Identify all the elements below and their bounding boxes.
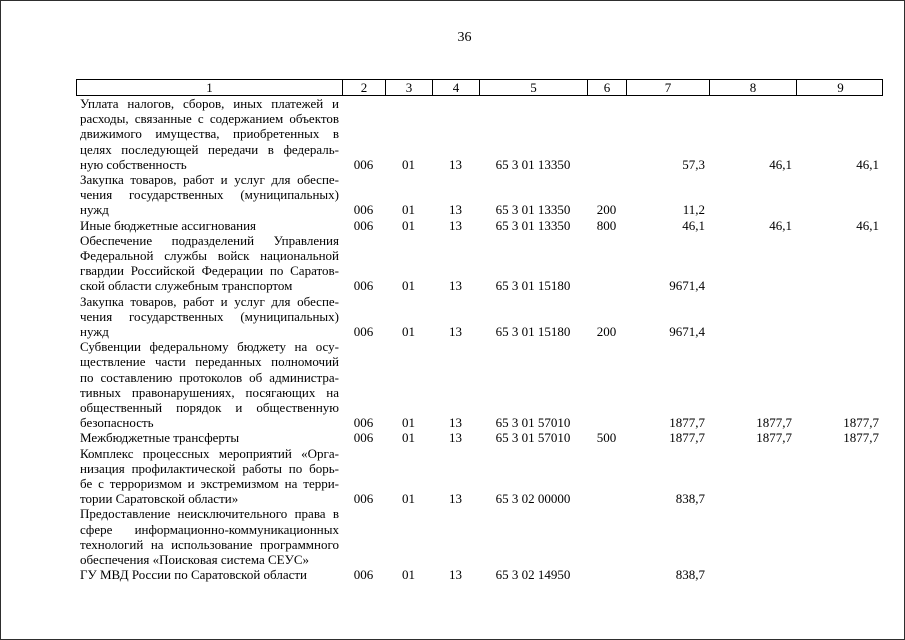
row-title-line: движимого имущества, приобретенных в: [80, 126, 339, 142]
cell-col-6: 800: [596, 217, 617, 233]
column-header: 7: [627, 80, 710, 95]
row-title-line: тории Саратовской области»: [80, 491, 239, 507]
row-title: [76, 567, 342, 582]
column-header: 6: [588, 80, 627, 95]
page-number: 36: [457, 30, 472, 45]
row-title-line: низация профилактической работы по борь-: [80, 460, 339, 476]
table-body: [76, 96, 883, 583]
cell-col-5: 65 3 01 13350: [495, 202, 571, 218]
cell-col-2: 006: [353, 491, 374, 507]
cell-col-2: 006: [353, 324, 374, 340]
cell-col-3: 01: [402, 156, 415, 172]
table-row: [76, 339, 883, 430]
cell-col-6: 200: [596, 202, 617, 218]
column-header: 3: [386, 80, 433, 95]
cell-col-7: 838,7: [675, 567, 705, 583]
cell-col-5: 65 3 02 00000: [495, 491, 571, 507]
cell-col-4: 13: [449, 278, 462, 294]
cell-col-7: 11,2: [682, 202, 705, 218]
row-title-line: обеспечения «Поисковая система СЕУС»: [80, 552, 309, 568]
row-title-line: тивных правонарушениях, посягающих на: [80, 384, 339, 400]
cell-col-6: 500: [596, 430, 617, 446]
cell-col-3: 01: [402, 202, 415, 218]
cell-col-2: 006: [353, 567, 374, 583]
cell-col-5: 65 3 01 57010: [495, 430, 571, 446]
cell-col-3: 01: [402, 278, 415, 294]
row-title-line: ную собственность: [80, 156, 187, 172]
row-title-line: Закупка товаров, работ и услуг для обеспе-: [80, 293, 339, 309]
row-title-line: Уплата налогов, сборов, иных платежей и: [80, 96, 339, 111]
table-row: [76, 233, 883, 294]
cell-col-4: 13: [449, 217, 462, 233]
row-title-line: гвардии Российской Федерации по Саратов-: [80, 263, 339, 279]
cell-col-5: 65 3 01 13350: [495, 217, 571, 233]
row-title-line: Предоставление неисключительного права в: [80, 506, 339, 522]
cell-col-3: 01: [402, 430, 415, 446]
cell-col-7: 57,3: [682, 156, 705, 172]
cell-col-4: 13: [449, 430, 462, 446]
cell-col-5: 65 3 01 57010: [495, 415, 571, 431]
column-header: 4: [433, 80, 480, 95]
cell-col-9: 1877,7: [843, 430, 879, 446]
row-title: [76, 339, 342, 430]
cell-col-2: 006: [353, 156, 374, 172]
table-row: [76, 446, 883, 507]
table-header-row: [76, 79, 883, 96]
row-title: [76, 233, 342, 294]
cell-col-9: 46,1: [856, 217, 879, 233]
cell-col-9: 46,1: [856, 156, 879, 172]
cell-col-2: 006: [353, 278, 374, 294]
row-title: [76, 446, 342, 507]
cell-col-3: 01: [402, 415, 415, 431]
row-title-line: ГУ МВД России по Саратовской области: [80, 567, 307, 583]
cell-col-8: 46,1: [769, 217, 792, 233]
cell-col-7: 9671,4: [669, 278, 705, 294]
table-row: [76, 172, 883, 218]
cell-col-4: 13: [449, 156, 462, 172]
cell-col-7: 838,7: [675, 491, 705, 507]
row-title-line: технологий на использование программного: [80, 536, 339, 552]
cell-col-4: 13: [449, 202, 462, 218]
cell-col-3: 01: [402, 217, 415, 233]
row-title-line: Субвенции федеральному бюджету на осу-: [80, 339, 339, 355]
cell-col-2: 006: [353, 217, 374, 233]
column-header: 5: [480, 80, 588, 95]
cell-col-3: 01: [402, 567, 415, 583]
table-row: [76, 567, 883, 582]
row-title: [76, 430, 342, 445]
cell-col-7: 9671,4: [669, 324, 705, 340]
row-title-line: расходы, связанные с содержанием объектов: [80, 111, 339, 127]
cell-col-8: 1877,7: [756, 415, 792, 431]
row-title-line: нужд: [80, 324, 109, 340]
cell-col-2: 006: [353, 415, 374, 431]
column-header: 2: [343, 80, 386, 95]
row-title: [76, 506, 342, 567]
row-title: [76, 96, 342, 172]
row-title-line: Комплекс процессных мероприятий «Орга-: [80, 445, 339, 461]
row-title-line: Иные бюджетные ассигнования: [80, 217, 257, 233]
cell-col-8: 46,1: [769, 156, 792, 172]
row-title: [76, 218, 342, 233]
row-title-line: нужд: [80, 202, 109, 218]
cell-col-6: 200: [596, 324, 617, 340]
column-header: 9: [837, 80, 844, 95]
cell-col-3: 01: [402, 324, 415, 340]
cell-col-5: 65 3 01 13350: [495, 156, 571, 172]
table-row: [76, 506, 883, 567]
cell-col-5: 65 3 01 15180: [495, 278, 571, 294]
cell-col-4: 13: [449, 491, 462, 507]
budget-table: [76, 79, 883, 583]
row-title-line: ществление части переданных полномочий: [80, 354, 339, 370]
row-title-line: общественный порядок и общественную: [80, 400, 339, 416]
row-title-line: по составлению протоколов об администра-: [80, 369, 339, 385]
cell-col-3: 01: [402, 491, 415, 507]
column-header: 8: [710, 80, 797, 95]
cell-col-7: 46,1: [682, 217, 705, 233]
row-title-line: Закупка товаров, работ и услуг для обеспе-: [80, 172, 339, 188]
row-title-line: чения государственных (муниципальных): [80, 308, 339, 324]
cell-col-5: 65 3 02 14950: [495, 567, 571, 583]
cell-col-7: 1877,7: [669, 415, 705, 431]
row-title-line: Федеральной службы войск национальной: [80, 248, 339, 264]
table-row: [76, 218, 883, 233]
row-title: [76, 172, 342, 218]
row-title: [76, 294, 342, 340]
row-title-line: ской области служебным транспортом: [80, 278, 293, 294]
cell-col-5: 65 3 01 15180: [495, 324, 571, 340]
row-title-line: целях последующей передачи в федераль-: [80, 141, 339, 157]
cell-col-2: 006: [353, 202, 374, 218]
row-title-line: бе с терроризмом и экстремизмом на терри-: [80, 476, 339, 492]
cell-col-4: 13: [449, 324, 462, 340]
row-title-line: чения государственных (муниципальных): [80, 187, 339, 203]
column-header: 1: [77, 80, 343, 95]
table-row: [76, 294, 883, 340]
table-row: [76, 96, 883, 172]
row-title-line: сфере информационно-коммуникационных: [80, 521, 339, 537]
row-title-line: Межбюджетные трансферты: [80, 430, 240, 446]
cell-col-2: 006: [353, 430, 374, 446]
cell-col-9: 1877,7: [843, 415, 879, 431]
cell-col-4: 13: [449, 567, 462, 583]
cell-col-7: 1877,7: [669, 430, 705, 446]
cell-col-4: 13: [449, 415, 462, 431]
row-title-line: безопасность: [80, 415, 154, 431]
row-title-line: Обеспечение подразделений Управления: [80, 232, 339, 248]
table-row: [76, 430, 883, 445]
cell-col-8: 1877,7: [756, 430, 792, 446]
